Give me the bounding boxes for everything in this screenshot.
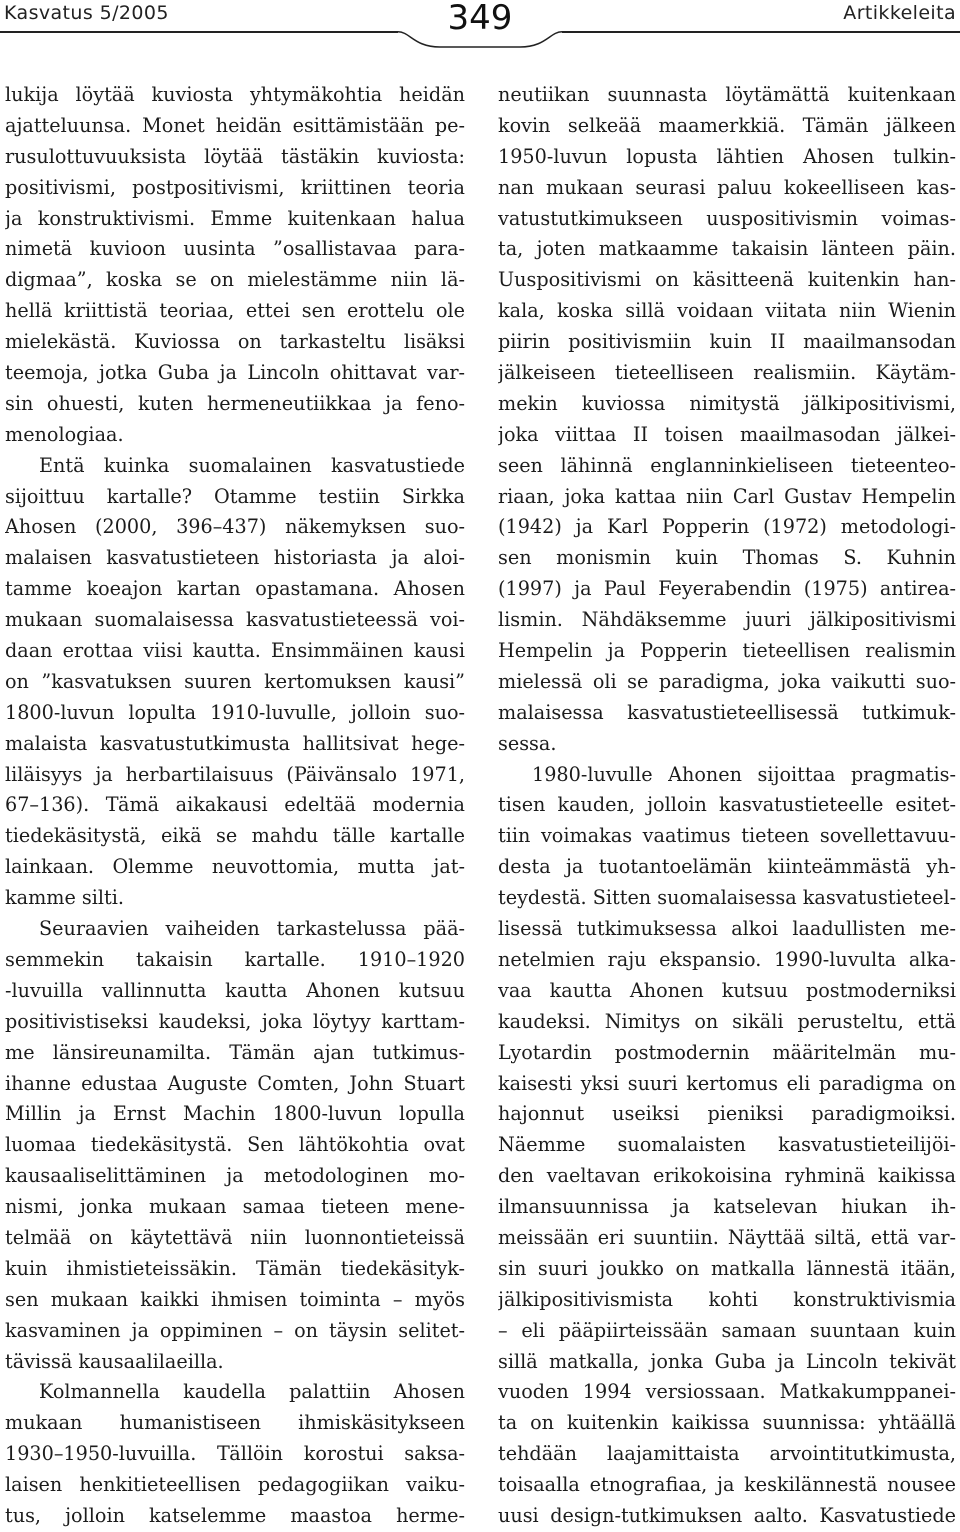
text-line: ajatteluunsa. Monet heidän esittämistään pe- (5, 113, 465, 137)
text-line: sessa. (498, 731, 557, 755)
text-line: kasvaminen ja oppiminen – on täysin selitet- (5, 1318, 465, 1342)
text-line: tiedekäsitystä, eikä se mahdu tälle kartalle (5, 824, 465, 848)
text-line: -luvuilla vallinnutta kautta Ahonen kutsuu (5, 978, 465, 1002)
text-line: meissään eri suuntiin. Näyttää siltä, että var- (498, 1225, 956, 1249)
text-line: nismi, jonka mukaan samaa tieteen mene- (5, 1195, 465, 1219)
text-line: tiin voimakas vaatimus tieteen sovellettavuu- (498, 824, 956, 848)
text-line: 1930–1950-luvuilla. Tällöin korostui saksa- (5, 1442, 465, 1466)
text-line: Entä kuinka suomalainen kasvatustiede (39, 453, 465, 477)
text-line: lismin. Nähdäksemme juuri jälkipositivismi (498, 608, 956, 632)
text-line: tus, jolloin katselemme maastoa herme- (5, 1503, 465, 1527)
text-line: sin ohuesti, kuten hermeneutiikkaa ja feno- (5, 391, 465, 415)
text-line: malaista kasvatustutkimusta hallitsivat hege- (5, 731, 465, 755)
text-line: menologiaa. (5, 422, 124, 446)
text-line: lainkaan. Olemme neuvottomia, mutta jat- (5, 855, 465, 879)
text-line: semmekin takaisin kartalle. 1910–1920 (5, 947, 465, 971)
text-line: Hempelin ja Popperin tieteellisen realismin (498, 639, 956, 663)
text-line: tamme koeajon kartan opastamana. Ahosen (5, 577, 465, 601)
text-line: malaisessa kasvatustieteellisessä tutkimuk- (498, 700, 956, 724)
text-line: Seuraavien vaiheiden tarkastelussa pää- (39, 917, 465, 941)
text-line: teemoja, jotka Guba ja Lincoln ohittavat var- (5, 361, 465, 385)
text-line: me länsireunamilta. Tämän ajan tutkimus- (5, 1040, 465, 1064)
text-line: 1800-luvun lopulta 1910-luvulle, jolloin suo- (5, 700, 465, 724)
left-column (5, 80, 465, 1532)
text-line: Uuspositivismi on käsitteenä kuitenkin han- (498, 268, 956, 292)
page-number: 349 (447, 0, 513, 38)
text-line: netelmien raju ekspansio. 1990-luvulta alka- (498, 947, 956, 971)
text-line: riaan, joka kattaa niin Carl Gustav Hempelin (498, 484, 956, 508)
journal-issue: Kasvatus 5/2005 (4, 2, 169, 24)
text-line: rusulottuvuuksista löytää tästäkin kuviosta: (5, 144, 465, 168)
text-line: ja konstruktivismi. Emme kuitenkaan halua (5, 206, 465, 230)
text-line: daan erottaa viisi kautta. Ensimmäinen kausi (5, 639, 465, 663)
text-line: digmaa”, koska se on mielestämme niin lä- (5, 268, 465, 292)
text-line: positivistiseksi kaudeksi, joka löytyy karttam- (5, 1009, 465, 1033)
text-line: nimetä kuvioon uusinta ”osallistavaa para- (5, 237, 465, 261)
text-line: sen monismin kuin Thomas S. Kuhnin (498, 546, 956, 570)
text-line: neutiikan suunnasta löytämättä kuitenkaan (498, 83, 956, 106)
text-line: Millin ja Ernst Machin 1800-luvun lopulla (5, 1102, 465, 1126)
text-line: lukija löytää kuviosta yhtymäkohtia heidän (5, 83, 465, 106)
text-line: mukaan suomalaisessa kasvatustieteessä voi- (5, 608, 465, 632)
text-line: 67–136). Tämä aikakausi edeltää modernia (5, 793, 465, 817)
text-line: joka viittaa II toisen maailmasodan jälkei- (498, 422, 956, 446)
page-header (0, 0, 960, 50)
text-line: kamme silti. (5, 886, 124, 910)
text-line: seen lähinnä englanninkieliseen tieteenteo- (498, 453, 956, 477)
header-rule-right (562, 31, 960, 33)
text-line: sijoittuu kartalle? Otamme testiin Sirkka (5, 484, 465, 508)
text-line: Lyotardin postmodernin määritelmän mu- (498, 1040, 956, 1064)
text-line: Ahosen (2000, 396–437) näkemyksen suo- (5, 515, 465, 539)
text-line: nan mukaan seurasi paluu kokeelliseen kas- (498, 175, 956, 199)
text-line: liläisyys ja herbartilaisuus (Päivänsalo 1971, (5, 762, 465, 786)
text-line: mielekästä. Kuviossa on tarkasteltu lisäksi (5, 330, 465, 354)
text-line: malaisen kasvatustieteen historiasta ja aloi- (5, 546, 465, 570)
text-line: (1942) ja Karl Popperin (1972) metodologi- (498, 515, 956, 539)
text-line: toisaalla etnografiaa, ja keskilännestä nousee (498, 1473, 956, 1497)
text-line: vuoden 1994 versiossaan. Matkakumppanei- (498, 1380, 956, 1404)
text-line: sillä matkalla, jonka Guba ja Lincoln tekivät (498, 1349, 956, 1373)
text-line: – eli pääpiirteissään samaan suuntaan kuin (498, 1318, 956, 1342)
text-line: kaisesti yksi suuri kertomus eli paradigma on (498, 1071, 956, 1095)
text-line: kaudeksi. Nimitys on sikäli perusteltu, että (498, 1009, 956, 1033)
text-line: kala, koska sillä voidaan viitata niin Wienin (498, 299, 956, 323)
text-line: 1980-luvulle Ahonen sijoittaa pragmatis- (532, 762, 956, 786)
text-line: ilmansuunnissa ja katselevan hiukan ih- (498, 1195, 956, 1219)
text-line: hellä kriittistä teoriaa, ettei sen erottelu ole (5, 299, 465, 323)
text-line: vatustutkimukseen uuspositivismin voimas- (498, 206, 956, 230)
text-line: hajonnut useiksi pieniksi paradigmoiksi. (498, 1102, 956, 1126)
text-line: Näemme suomalaisten kasvatustieteilijöi- (498, 1133, 956, 1157)
text-line: kovin selkeää maamerkkiä. Tämän jälkeen (498, 113, 956, 137)
text-line: desta ja tuotantoelämän kiinteämmästä yh- (498, 855, 956, 879)
text-line: mukaan humanistiseen ihmiskäsitykseen (5, 1411, 465, 1435)
text-line: kausaaliselittäminen ja metodologinen mo- (5, 1164, 465, 1188)
text-line: sin suuri joukko on matkalla lännestä itään, (498, 1256, 956, 1280)
text-line: (1997) ja Paul Feyerabendin (1975) antirea- (498, 577, 956, 601)
text-line: jälkeiseen tieteelliseen realismiin. Käytäm- (498, 361, 956, 385)
text-line: luomaa tiedekäsitystä. Sen lähtökohtia ovat (5, 1133, 465, 1157)
text-line: ta, joten matkaamme takaisin länteen päin. (498, 237, 956, 261)
text-line: telmää on käytettävä niin luonnontieteissä (5, 1225, 465, 1249)
text-line: tehdään laajamittaista arvointitutkimusta, (498, 1442, 956, 1466)
text-line: laisen henkitieteellisen pedagogiikan vaiku- (5, 1473, 465, 1497)
text-line: Kolmannella kaudella palattiin Ahosen (39, 1380, 465, 1404)
text-line: on ”kasvatuksen suuren kertomuksen kausi” (5, 669, 465, 693)
section-name: Artikkeleita (843, 2, 956, 24)
text-line: vaa kautta Ahonen kutsuu postmoderniksi (498, 978, 956, 1002)
text-line: mielessä oli se paradigma, joka vaikutti suo- (498, 669, 956, 693)
text-line: positivismi, postpositivismi, kriittinen teoria (5, 175, 465, 199)
text-line: ta on kuitenkin kaikissa suunnissa: yhtäällä (498, 1411, 956, 1435)
text-line: tisen kauden, jolloin kasvatustieteelle esitet- (498, 793, 956, 817)
text-line: lisessä tutkimuksessa alkoi laadullisten me- (498, 917, 956, 941)
text-line: uusi design-tutkimuksen aalto. Kasvatustiede (498, 1503, 956, 1527)
text-line: kuin ihmistieteissäkin. Tämän tiedekäsityk- (5, 1256, 465, 1280)
text-line: den vaeltavan erikokoisina ryhminä kaikissa (498, 1164, 956, 1188)
text-line: teydestä. Sitten suomalaisessa kasvatustieteel- (498, 886, 956, 910)
text-line: jälkipositivismista kohti konstruktivismia (498, 1287, 956, 1311)
right-column (498, 80, 956, 1532)
text-line: piirin positivismiin kuin II maailmansodan (498, 330, 956, 354)
text-line: ihanne edustaa Auguste Comten, John Stuart (5, 1071, 465, 1095)
text-line: mekin kuviossa nimitystä jälkipositivismi, (498, 391, 956, 415)
text-line: 1950-luvun lopusta lähtien Ahosen tulkin- (498, 144, 956, 168)
text-line: sen mukaan kaikki ihmisen toiminta – myös (5, 1287, 465, 1311)
text-line: tävissä kausaalilaeilla. (5, 1349, 224, 1373)
